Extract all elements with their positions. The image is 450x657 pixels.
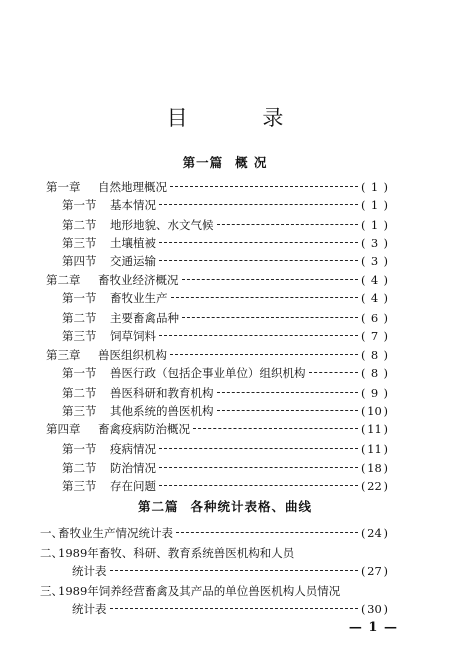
toc-page-ref [361,178,388,196]
toc-entry-title: 1989年饲养经营畜禽及其产品的单位兽医机构人员情况 [58,584,341,598]
dot-leader [159,204,358,205]
open-paren: ( [361,461,366,475]
close-paren: ) [383,564,388,578]
close-paren: ) [383,291,388,305]
toc-page-number: 7 [370,329,379,343]
toc-entry-title: 地形地貌、水文气候 [110,218,214,232]
close-paren: ) [383,236,388,250]
open-paren: ( [361,218,366,232]
toc-entry-title: 兽医科研和教育机构 [110,386,214,400]
close-paren: ) [383,218,388,232]
toc-entry-number: 第三节 [62,329,97,343]
toc-page-number: 6 [370,311,379,325]
toc-page-number: 24 [367,526,382,540]
toc-entry-number: 第一节 [62,291,97,305]
toc-page-number: 9 [370,386,379,400]
toc-page-ref [361,252,388,270]
close-paren: ) [383,348,388,362]
close-paren: ) [383,602,388,616]
open-paren: ( [361,479,366,493]
toc-entry[interactable] [0,459,450,477]
close-paren: ) [383,404,388,418]
toc-entry-title: 畜牧业生产情况统计表 [58,526,173,540]
toc-entry-title: 畜牧业生产 [110,291,168,305]
toc-page-ref [361,271,388,289]
toc-page-ref [361,216,388,234]
toc-entry-title: 其他系统的兽医机构 [110,404,214,418]
toc-entry[interactable] [0,327,450,345]
toc-page-number: 4 [370,291,379,305]
toc-entry-title: 统计表 [72,564,107,578]
dot-leader [171,297,358,298]
toc-entry[interactable] [0,289,450,307]
dot-leader [159,467,358,468]
open-paren: ( [361,311,366,325]
open-paren: ( [361,602,366,616]
toc-entry[interactable] [0,477,450,495]
open-paren: ( [361,273,366,287]
open-paren: ( [361,291,366,305]
toc-page-ref [361,562,388,580]
toc-entry-number: 第二节 [62,386,97,400]
toc-entry-title: 统计表 [72,602,107,616]
toc-entry-title: 疫病情况 [110,442,156,456]
dot-leader [217,224,358,225]
close-paren: ) [383,254,388,268]
close-paren: ) [383,273,388,287]
toc-page-number: 3 [370,254,379,268]
open-paren: ( [361,329,366,343]
toc-entry[interactable] [0,402,450,420]
toc-page-ref [361,234,388,252]
part-label: 第二篇 [137,499,179,514]
dot-leader [217,410,358,411]
toc-entry-number: 第四章 [46,422,81,436]
toc-entry-title: 交通运输 [110,254,156,268]
toc-entry-number: 第一节 [62,366,97,380]
dot-leader [176,532,358,533]
toc-page-ref [361,600,388,618]
dot-leader [170,186,358,187]
toc-page-ref [361,420,388,438]
toc-page-ref [361,459,388,477]
toc-page-ref [361,309,388,327]
toc-entry[interactable] [0,524,450,542]
toc-entry[interactable] [0,384,450,402]
part-name: 各种统计表格、曲线 [190,499,313,514]
toc-entry-number: 第二节 [62,311,97,325]
open-paren: ( [361,348,366,362]
dot-leader [110,608,358,609]
toc-entry-title: 兽医行政（包括企事业单位）组织机构 [110,366,306,380]
toc-page-number: 1 [370,218,379,232]
page-title: 目 录 [166,106,318,130]
close-paren: ) [383,386,388,400]
dot-leader [170,354,358,355]
open-paren: ( [361,198,366,212]
dot-leader [110,570,358,571]
toc-entry-title: 畜牧业经济概况 [98,273,179,287]
dot-leader [217,392,358,393]
dot-leader [159,485,358,486]
toc-entry-title: 饲草饲料 [110,329,156,343]
open-paren: ( [361,236,366,250]
close-paren: ) [383,329,388,343]
open-paren: ( [361,386,366,400]
toc-page-ref [361,402,388,420]
toc-entry-number: 三、 [40,584,63,598]
dot-leader [182,279,358,280]
toc-entry-title: 防治情况 [110,461,156,475]
close-paren: ) [383,198,388,212]
toc-page-number: 11 [367,442,382,456]
part-heading [0,153,450,171]
toc-page-ref [361,524,388,542]
toc-entry[interactable] [0,346,450,364]
toc-entry-number: 第一章 [46,180,81,194]
toc-entry[interactable] [0,178,450,196]
dot-leader [159,448,358,449]
toc-page-number: 1 [370,180,379,194]
toc-entry-title: 主要畜禽品种 [110,311,179,325]
open-paren: ( [361,180,366,194]
open-paren: ( [361,422,366,436]
dot-leader [182,317,358,318]
open-paren: ( [361,526,366,540]
dot-leader [159,242,358,243]
toc-page-number: 30 [367,602,382,616]
toc-entry[interactable] [0,440,450,458]
open-paren: ( [361,366,366,380]
toc-entry-title: 自然地理概况 [98,180,167,194]
toc-entry[interactable] [0,582,450,600]
toc-entry-number: 第一节 [62,198,97,212]
toc-page-number: 3 [370,236,379,250]
toc-entry-number: 一、 [40,526,63,540]
toc-entry[interactable] [0,600,450,618]
toc-entry-number: 第二章 [46,273,81,287]
toc-entry-title: 兽医组织机构 [98,348,167,362]
toc-entry[interactable] [0,562,450,580]
toc-page-ref [361,289,388,307]
toc-page-number: 4 [370,273,379,287]
toc-entry-number: 第一节 [62,442,97,456]
toc-page-ref [361,440,388,458]
toc-page-number: 27 [367,564,382,578]
close-paren: ) [383,526,388,540]
close-paren: ) [383,366,388,380]
toc-page-ref [361,327,388,345]
toc-entry-number: 二、 [40,546,63,560]
close-paren: ) [383,461,388,475]
toc-entry[interactable] [0,309,450,327]
dot-leader [159,260,358,261]
toc-page-number: 10 [367,404,382,418]
toc-entry-number: 第四节 [62,254,97,268]
toc-page-ref [361,477,388,495]
toc-page-number: 8 [370,366,379,380]
toc-entry[interactable] [0,196,450,214]
open-paren: ( [361,564,366,578]
toc-entry-number: 第三节 [62,479,97,493]
toc-page-number: 1 [370,198,379,212]
close-paren: ) [383,442,388,456]
page-number: — 1 — [348,620,398,635]
toc-page-number: 11 [367,422,382,436]
toc-page-number: 22 [367,479,382,493]
part-name: 概 况 [235,155,268,170]
open-paren: ( [361,404,366,418]
open-paren: ( [361,442,366,456]
close-paren: ) [383,311,388,325]
open-paren: ( [361,254,366,268]
toc-entry[interactable] [0,420,450,438]
toc-page-ref [361,346,388,364]
close-paren: ) [383,180,388,194]
part-label: 第一篇 [182,155,224,170]
close-paren: ) [383,479,388,493]
toc-entry[interactable] [0,271,450,289]
dot-leader [159,335,358,336]
toc-entry-title: 基本情况 [110,198,156,212]
toc-entry-number: 第三节 [62,404,97,418]
toc-page-ref [361,384,388,402]
dot-leader [193,428,358,429]
toc-entry-number: 第二节 [62,461,97,475]
toc-entry[interactable] [0,234,450,252]
toc-entry[interactable] [0,364,450,382]
toc-entry-number: 第三章 [46,348,81,362]
toc-entry-number: 第二节 [62,218,97,232]
toc-page-ref [361,196,388,214]
part-heading [0,497,450,515]
toc-entry-title: 1989年畜牧、科研、教育系统兽医机构和人员 [58,546,295,560]
dot-leader [309,372,358,373]
close-paren: ) [383,422,388,436]
toc-entry-title: 土壤植被 [110,236,156,250]
toc-entry-title: 畜禽疫病防治概况 [98,422,190,436]
toc-entry[interactable] [0,252,450,270]
toc-entry-title: 存在问题 [110,479,156,493]
toc-entry[interactable] [0,216,450,234]
toc-entry-number: 第三节 [62,236,97,250]
toc-page-ref [361,364,388,382]
toc-entry[interactable] [0,544,450,562]
toc-page-number: 8 [370,348,379,362]
toc-page-number: 18 [367,461,382,475]
